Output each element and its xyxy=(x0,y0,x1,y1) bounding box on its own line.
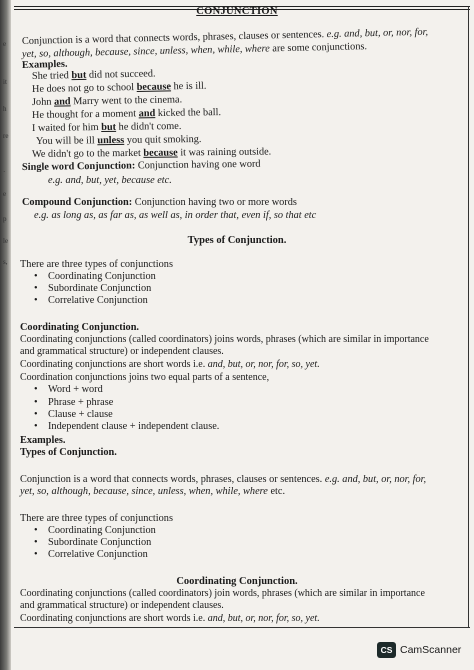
coordinating2-paragraph-line: Coordinating conjunctions (called coordinators) join words, phrases (which are similar in importance xyxy=(20,588,425,599)
coordinating-paragraph-line: Coordination conjunctions joins two equal parts of a sentence, xyxy=(20,372,270,383)
page-title: CONJUNCTION xyxy=(196,6,278,17)
type-list-item: • Correlative Conjunction xyxy=(34,549,148,561)
coordinating-paragraph-line: and grammatical structure) or independent clauses. xyxy=(20,346,224,357)
margin-fragment: s, xyxy=(3,258,8,266)
type-list-item: • Coordinating Conjunction xyxy=(34,271,156,283)
margin-fragment: it xyxy=(3,78,7,86)
type-list-item: • Subordinate Conjunction xyxy=(34,537,151,549)
coordinating-paragraph-line: Coordinating conjunctions are short words i.e. and, but, or, nor, for, so, yet. xyxy=(20,359,320,370)
example-sentence: He does not go to school because he is ill. xyxy=(31,80,207,95)
intro2-line-2: yet, so, although, because, since, unless, when, while, where etc. xyxy=(20,486,286,497)
page-border-bottom xyxy=(14,627,470,628)
type-list-item: • Coordinating Conjunction xyxy=(34,525,156,537)
coord-list-item: • Word + word xyxy=(34,384,103,396)
single-word-conjunction-definition: Single word Conjunction: Conjunction having one word xyxy=(21,158,261,173)
coordinating2-paragraph-line: and grammatical structure) or independent clauses. xyxy=(20,600,224,611)
coordinating-conjunction-heading: Coordinating Conjunction. xyxy=(20,322,140,333)
coord-list-item: • Independent clause + independent clause. xyxy=(34,421,219,433)
intro-line-2: yet, so, although, because, since, unless, when, while, where are some conjunctions. xyxy=(21,41,368,60)
margin-fragment: e xyxy=(3,190,7,198)
compound-conjunction-example: e.g. as long as, as far as, as well as, in order that, even if, so that etc xyxy=(34,210,317,221)
single-word-conjunction-example: e.g. and, but, yet, because etc. xyxy=(48,175,172,186)
camscanner-watermark xyxy=(377,641,461,658)
camscanner-label: CamScanner xyxy=(400,643,462,656)
type-list-item: • Subordinate Conjunction xyxy=(34,283,151,295)
margin-fragment: re xyxy=(3,132,9,140)
types-heading-2: Types of Conjunction. xyxy=(20,447,117,458)
coord-list-item: • Phrase + phrase xyxy=(34,397,113,409)
example-sentence: He thought for a moment and kicked the ball. xyxy=(31,107,222,121)
intro-line-1: Conjunction is a word that connects words, phrases, clauses or sentences. e.g. and, but, or, nor, for, xyxy=(21,26,429,47)
margin-fragment: le xyxy=(3,237,9,245)
margin-fragment: h xyxy=(3,105,7,113)
coordinating2-paragraph-line: Coordinating conjunctions are short words i.e. and, but, or, nor, for, so, yet. xyxy=(20,613,320,624)
three-types-intro-2: There are three types of conjunctions xyxy=(20,513,173,524)
example-sentence: We didn't go to the market because it was raining outside. xyxy=(31,146,272,160)
camscanner-logo-icon: CS xyxy=(377,642,396,658)
types-of-conjunction-title: Types of Conjunction. xyxy=(187,235,287,246)
margin-fragment: · xyxy=(3,168,6,176)
page-border-right xyxy=(468,6,469,628)
example-sentence: She tried but did not succeed. xyxy=(31,68,156,82)
examples-heading-2: Examples. xyxy=(20,435,66,446)
example-sentence: You will be ill unless you quit smoking. xyxy=(35,133,202,147)
margin-fragment: e xyxy=(3,40,7,48)
examples-heading: Examples. xyxy=(21,58,68,71)
coordinating-paragraph-line: Coordinating conjunctions (called coordinators) joins words, phrases (which are similar in importance xyxy=(20,334,429,345)
compound-conjunction-definition: Compound Conjunction: Conjunction having two or more words xyxy=(22,197,297,208)
example-sentence: John and Marry went to the cinema. xyxy=(31,94,183,108)
book-binding-edge xyxy=(0,0,11,670)
margin-fragment: p xyxy=(3,215,7,223)
coord-list-item: • Clause + clause xyxy=(34,409,113,421)
coordinating-conjunction-heading-2: Coordinating Conjunction. xyxy=(176,576,298,587)
example-sentence: I waited for him but he didn't come. xyxy=(31,120,182,134)
three-types-intro: There are three types of conjunctions xyxy=(20,259,173,270)
intro2-line-1: Conjunction is a word that connects words, phrases, clauses or sentences. e.g. and, but, or, nor, for, xyxy=(20,474,427,485)
type-list-item: • Correlative Conjunction xyxy=(34,295,148,307)
